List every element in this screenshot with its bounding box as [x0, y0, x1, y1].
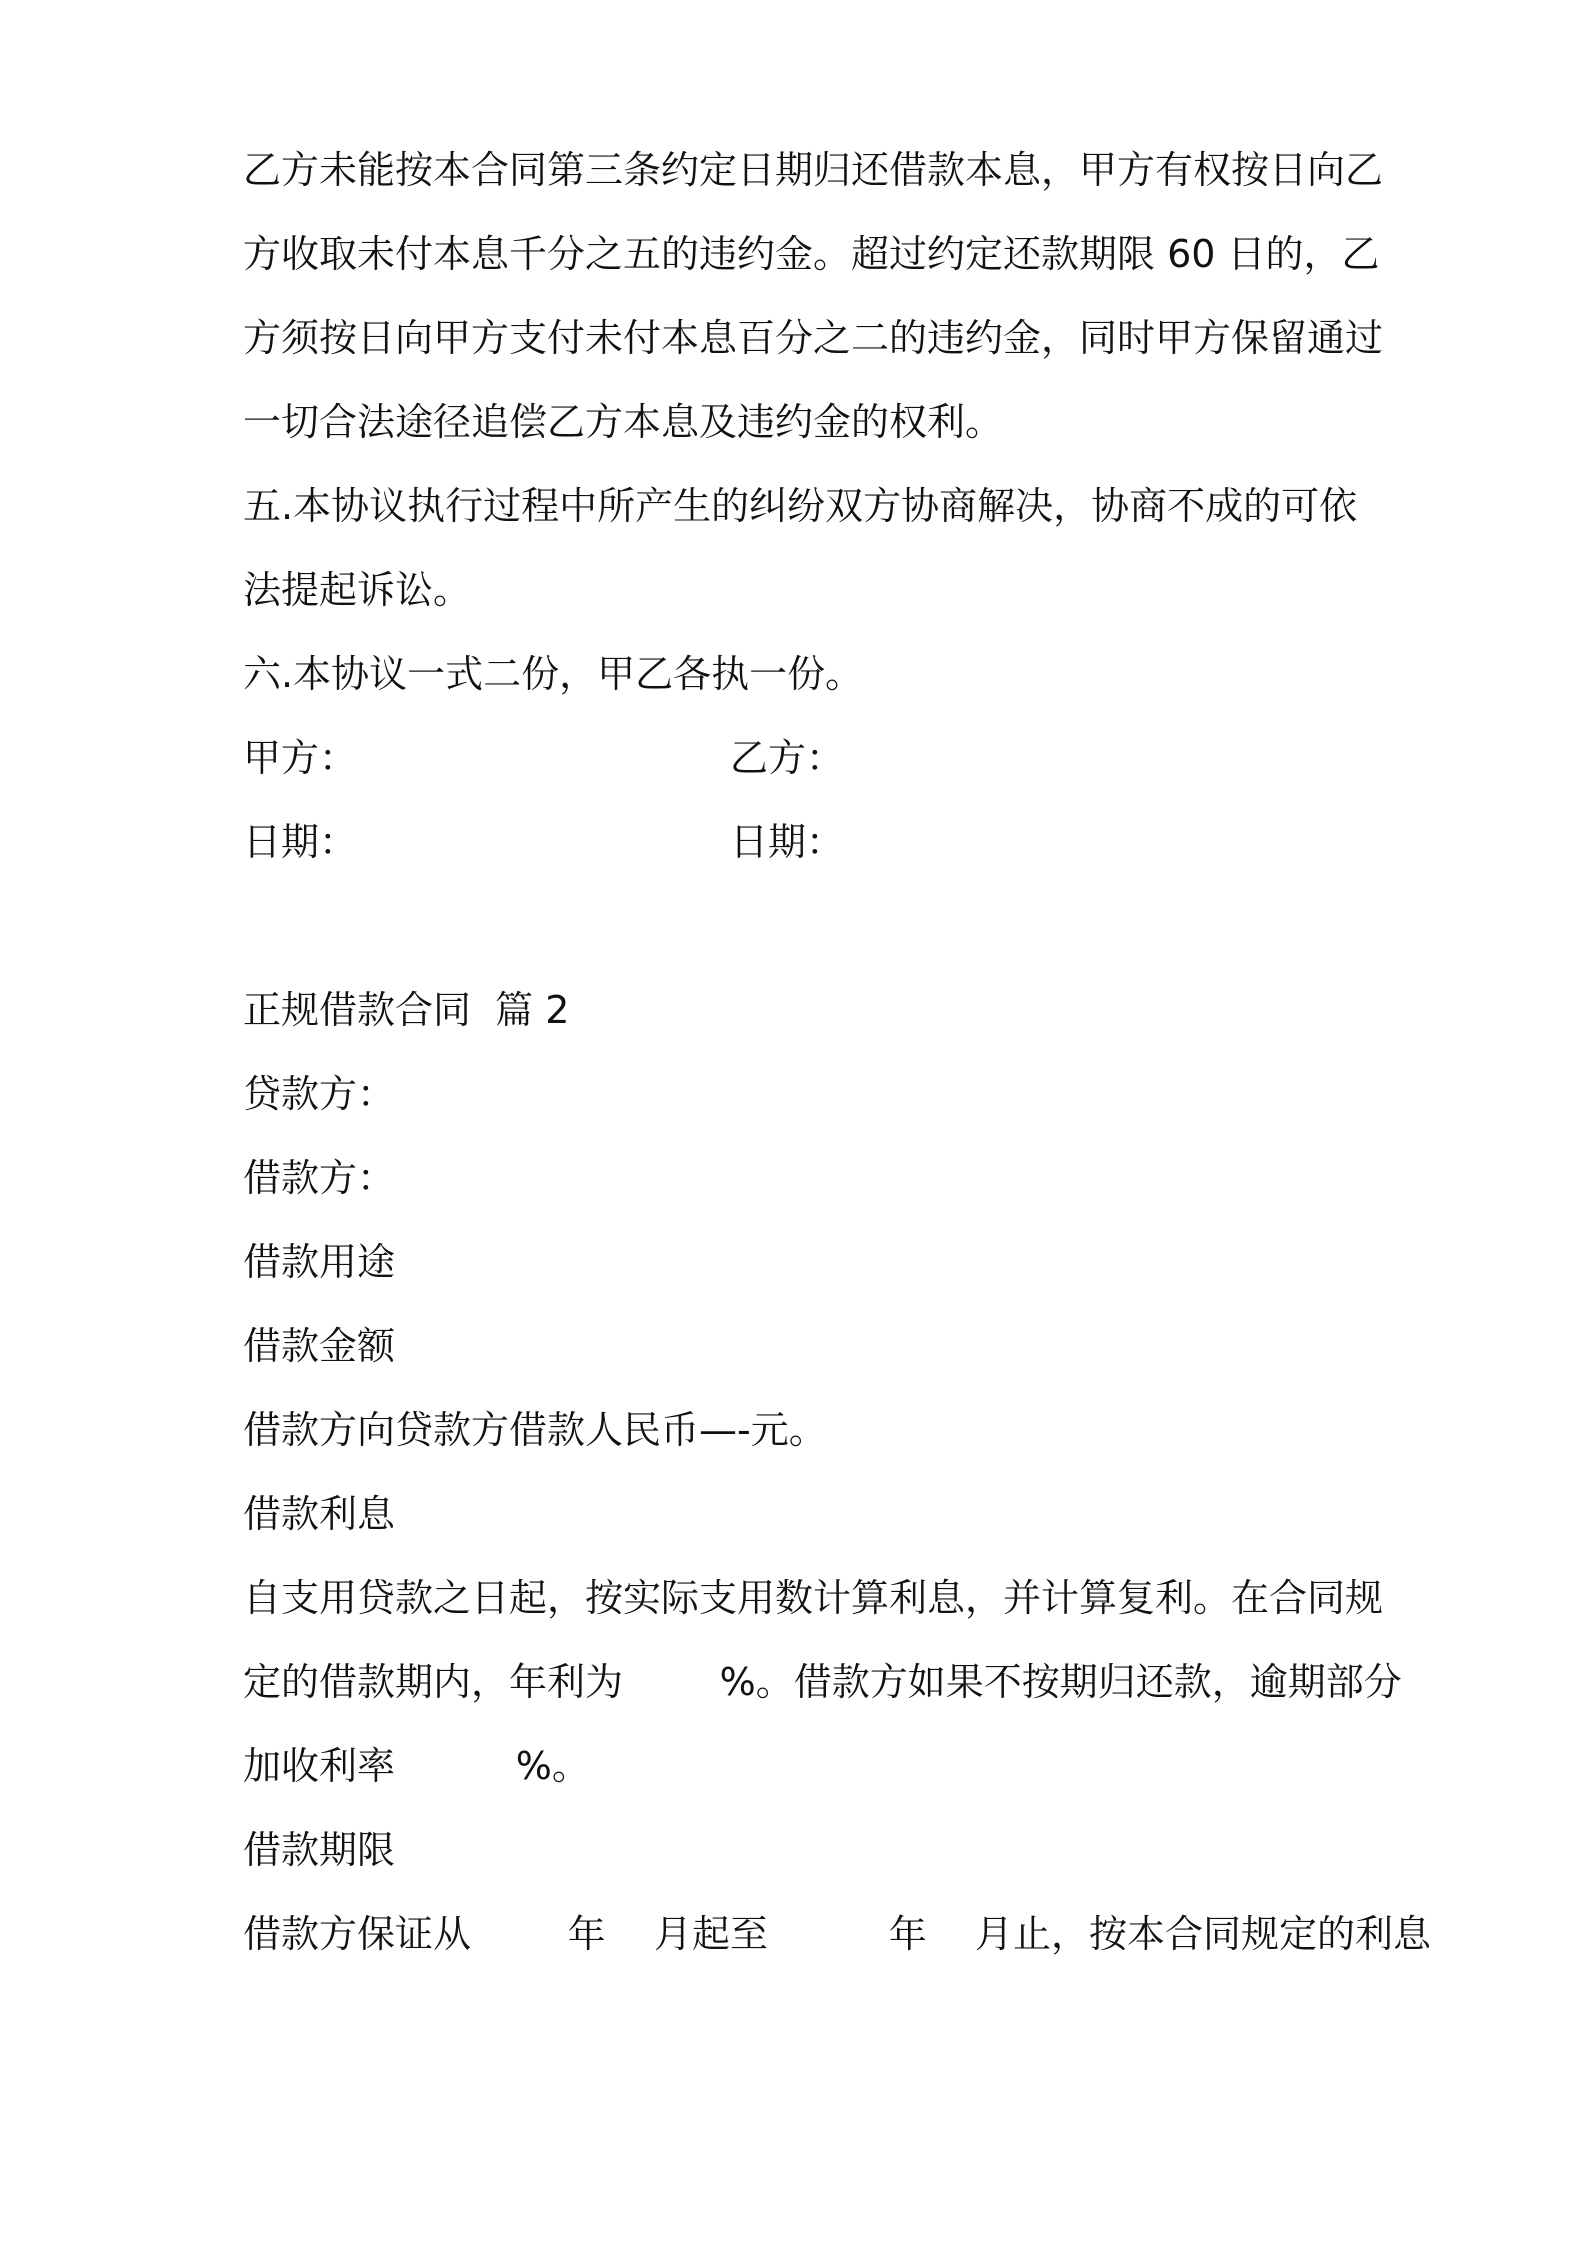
amount-heading: 借款金额: [243, 1324, 396, 1368]
interest-heading: 借款利息: [243, 1492, 396, 1536]
amount-text: 借款方向贷款方借款人民币—-元。: [243, 1408, 827, 1452]
term-heading: 借款期限: [243, 1828, 396, 1872]
borrower-label: 借款方：: [243, 1156, 396, 1200]
interest-line-3: 加收利率 %。: [243, 1744, 590, 1788]
clause-5-line-2: 法提起诉讼。: [243, 568, 472, 612]
interest-line-2: 定的借款期内，年利为 %。借款方如果不按期归还款，逾期部分: [243, 1660, 1402, 1704]
term-line: 借款方保证从 年 月起至 年 月止，按本合同规定的利息: [243, 1912, 1432, 1956]
paragraph-penalty-line-1: 乙方未能按本合同第三条约定日期归还借款本息，甲方有权按日向乙: [243, 148, 1384, 192]
paragraph-penalty-line-4: 一切合法途径追偿乙方本息及违约金的权利。: [243, 400, 1004, 444]
date-a-label: 日期：: [243, 820, 358, 864]
party-a-label: 甲方：: [243, 736, 358, 780]
clause-5-line-1: 五.本协议执行过程中所产生的纠纷双方协商解决，协商不成的可依: [243, 484, 1358, 528]
purpose-heading: 借款用途: [243, 1240, 396, 1284]
party-b-label: 乙方：: [730, 736, 845, 780]
date-b-label: 日期：: [730, 820, 845, 864]
section-2-title: 正规借款合同 篇 2: [243, 988, 570, 1032]
clause-6: 六.本协议一式二份，甲乙各执一份。: [243, 652, 864, 696]
paragraph-penalty-line-3: 方须按日向甲方支付未付本息百分之二的违约金，同时甲方保留通过: [243, 316, 1384, 360]
interest-line-1: 自支用贷款之日起，按实际支用数计算利息，并计算复利。在合同规: [243, 1576, 1384, 1620]
paragraph-penalty-line-2: 方收取未付本息千分之五的违约金。超过约定还款期限 60 日的，乙: [243, 232, 1380, 276]
lender-label: 贷款方：: [243, 1072, 396, 1116]
